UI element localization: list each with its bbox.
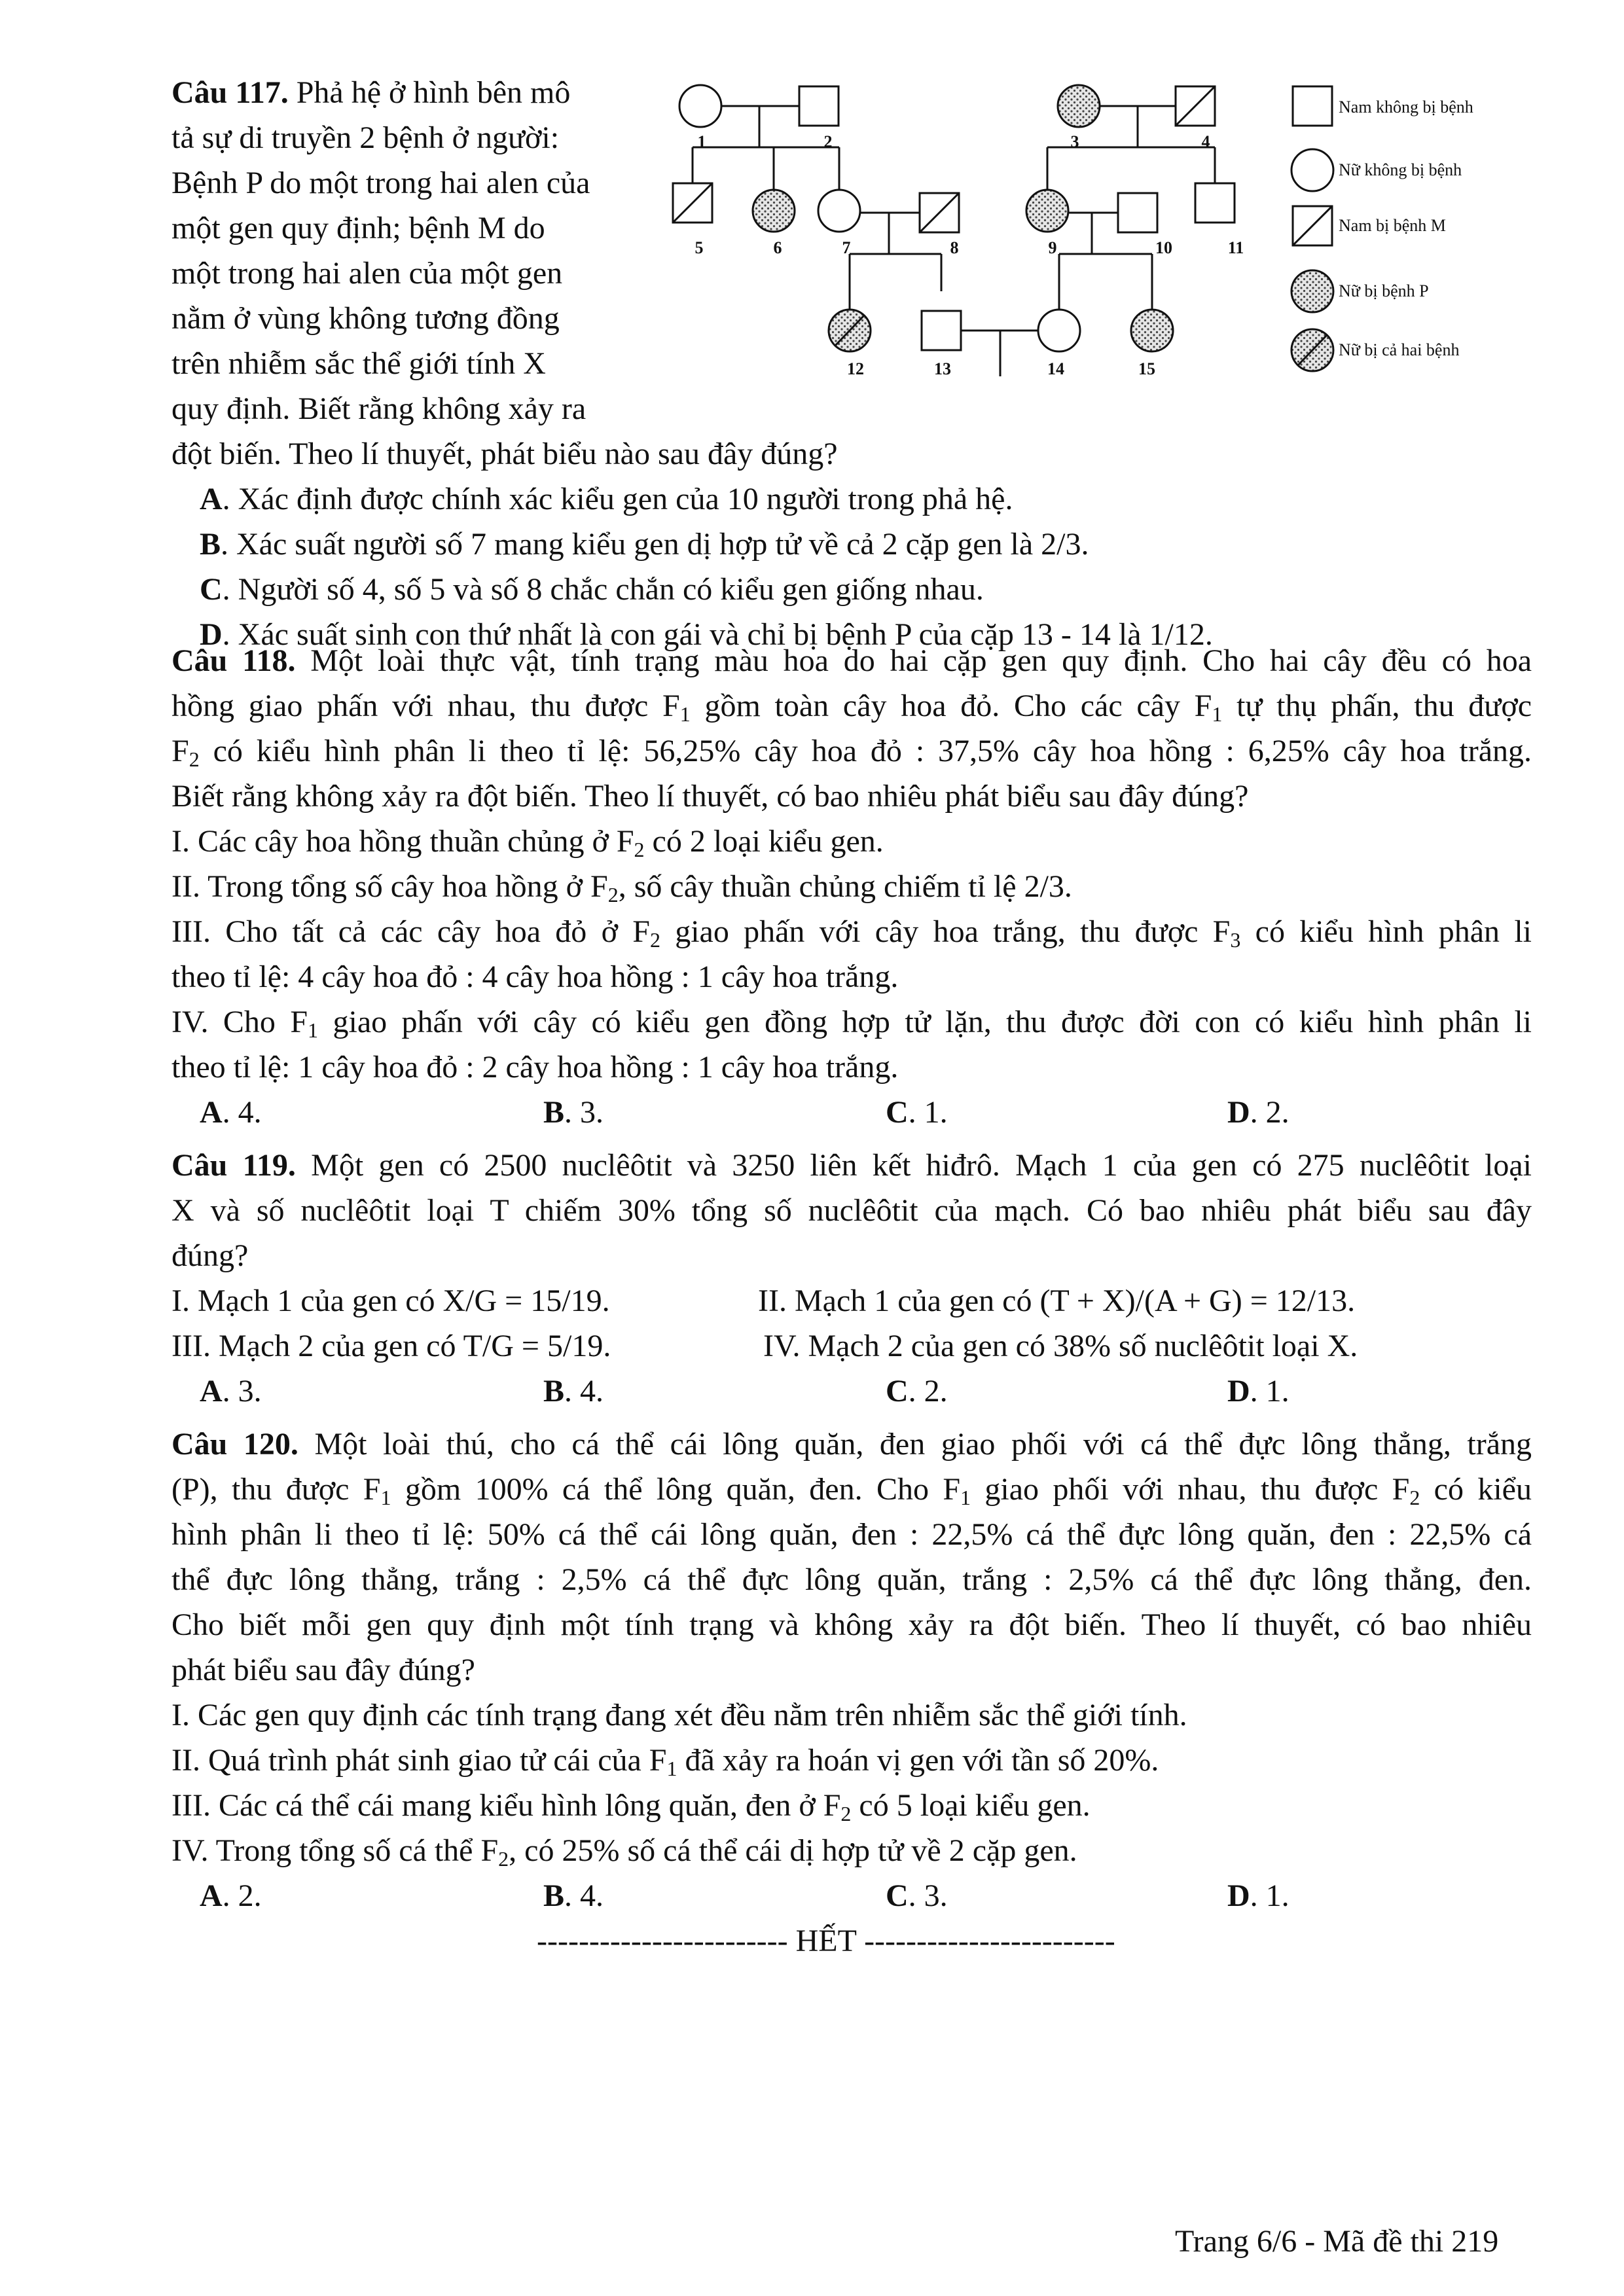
q118-statement-2: II. Trong tổng số cây hoa hồng ở $F_2$, số cây thuần chủng chiếm tỉ lệ 2/3. bbox=[171, 869, 1072, 906]
q119-statement-3: III. Mạch 2 của gen có T/G = 5/19. bbox=[171, 1329, 611, 1363]
q119-option-d[interactable]: D. 1. bbox=[1227, 1374, 1290, 1408]
legend-healthy-male: Nam không bị bệnh bbox=[1339, 98, 1473, 117]
q118-option-a[interactable]: A. 4. bbox=[200, 1095, 262, 1130]
legend-female-disease-p: Nữ bị bệnh P bbox=[1339, 281, 1429, 300]
q120-line-2: (P), thu được $F_1$ gồm 100% cá thể lông quăn, đen. Cho $F_1$ giao phối với nhau, thu được $F_2$ có kiểu bbox=[171, 1472, 1532, 1509]
q117-line-4: một gen quy định; bệnh M do bbox=[171, 211, 545, 245]
q119-statement-4: IV. Mạch 2 của gen có 38% số nuclêôtit loại X. bbox=[763, 1329, 1358, 1363]
q117-line-8: quy định. Biết rằng không xảy ra bbox=[171, 391, 586, 426]
q119-label: Câu 119. bbox=[171, 1148, 296, 1183]
q117-line-3: Bệnh P do một trong hai alen của bbox=[171, 166, 590, 200]
q120-statement-1: I. Các gen quy định các tính trạng đang xét đều nằm trên nhiễm sắc thể giới tính. bbox=[171, 1698, 1187, 1732]
q118-statement-3-cont: theo tỉ lệ: 4 cây hoa đỏ : 4 cây hoa hồng : 1 cây hoa trắng. bbox=[171, 960, 899, 994]
q118-statement-1: I. Các cây hoa hồng thuần chủng ở $F_2$ có 2 loại kiểu gen. bbox=[171, 824, 884, 861]
q118-label: Câu 118. bbox=[171, 643, 296, 678]
pedigree-number-3: 3 bbox=[1070, 132, 1079, 151]
q119-option-a[interactable]: A. 3. bbox=[200, 1374, 262, 1408]
pedigree-number-7: 7 bbox=[842, 238, 851, 257]
q119-option-b[interactable]: B. 4. bbox=[543, 1374, 604, 1408]
q117-option-c[interactable]: C. Người số 4, số 5 và số 8 chắc chắn có kiểu gen giống nhau. bbox=[200, 572, 984, 607]
end-marker: ------------------------ HẾT ------------------------ bbox=[537, 1924, 1115, 1958]
q118-line-3: $F_2$ có kiểu hình phân li theo tỉ lệ: 56,25% cây hoa đỏ : 37,5% cây hoa hồng : 6,25% cây hoa trắng. bbox=[171, 734, 1532, 771]
q120-label: Câu 120. bbox=[171, 1427, 298, 1462]
q119-line-2: X và số nuclêôtit loại T chiếm 30% tổng số nuclêôtit của mạch. Có bao nhiêu phát biểu sau đây bbox=[171, 1193, 1532, 1228]
q118-statement-4: IV. Cho $F_1$ giao phấn với cây có kiểu gen đồng hợp tử lặn, thu được đời con có kiểu hình phân li bbox=[171, 1005, 1532, 1042]
q120-option-d[interactable]: D. 1. bbox=[1227, 1878, 1290, 1913]
pedigree-number-10: 10 bbox=[1155, 238, 1172, 257]
legend-male-disease-m: Nam bị bệnh M bbox=[1339, 216, 1446, 235]
q117-line-6: nằm ở vùng không tương đồng bbox=[171, 301, 560, 336]
q117-option-d[interactable]: D. Xác suất sinh con thứ nhất là con gái và chỉ bị bệnh P của cặp 13 - 14 là 1/12. bbox=[200, 617, 1213, 652]
q120-line-1: Câu 120. Một loài thú, cho cá thể cái lông quăn, đen giao phối với cá thể đực lông thẳng, trắng bbox=[171, 1427, 1532, 1462]
q120-option-a[interactable]: A. 2. bbox=[200, 1878, 262, 1913]
pedigree-diagram bbox=[655, 65, 1545, 406]
q117-label: Câu 117. bbox=[171, 75, 289, 110]
pedigree-number-12: 12 bbox=[847, 359, 864, 378]
legend-female-both-diseases: Nữ bị cả hai bệnh bbox=[1339, 340, 1460, 359]
pedigree-number-1: 1 bbox=[697, 132, 706, 151]
q118-statement-4-cont: theo tỉ lệ: 1 cây hoa đỏ : 2 cây hoa hồng : 1 cây hoa trắng. bbox=[171, 1050, 899, 1085]
q118-option-c[interactable]: C. 1. bbox=[886, 1095, 948, 1130]
q119-statement-1: I. Mạch 1 của gen có X/G = 15/19. bbox=[171, 1283, 610, 1318]
q117-line-2: tả sự di truyền 2 bệnh ở người: bbox=[171, 120, 560, 155]
q117-option-b[interactable]: B. Xác suất người số 7 mang kiểu gen dị hợp tử về cả 2 cặp gen là 2/3. bbox=[200, 527, 1089, 562]
pedigree-number-14: 14 bbox=[1047, 359, 1064, 378]
q120-statement-4: IV. Trong tổng số cá thể $F_2$, có 25% số cá thể cái dị hợp tử về 2 cặp gen. bbox=[171, 1833, 1077, 1871]
q118-option-b[interactable]: B. 3. bbox=[543, 1095, 604, 1130]
legend-healthy-female: Nữ không bị bệnh bbox=[1339, 160, 1462, 179]
pedigree-number-4: 4 bbox=[1201, 132, 1210, 151]
page-footer: Trang 6/6 - Mã đề thi 219 bbox=[1175, 2224, 1499, 2259]
q117-question-end: đột biến. Theo lí thuyết, phát biểu nào sau đây đúng? bbox=[171, 437, 838, 471]
q119-line-3: đúng? bbox=[171, 1238, 249, 1273]
q120-line-5: Cho biết mỗi gen quy định một tính trạng và không xảy ra đột biến. Theo lí thuyết, có bao nhiêu bbox=[171, 1607, 1532, 1642]
q118-statement-3: III. Cho tất cả các cây hoa đỏ ở $F_2$ giao phấn với cây hoa trắng, thu được $F_3$ có kiểu hình phân li bbox=[171, 914, 1532, 952]
pedigree-number-9: 9 bbox=[1048, 238, 1057, 257]
q118-line-1: Câu 118. Một loài thực vật, tính trạng màu hoa do hai cặp gen quy định. Cho hai cây đều có hoa bbox=[171, 643, 1532, 678]
q120-option-b[interactable]: B. 4. bbox=[543, 1878, 604, 1913]
pedigree-number-5: 5 bbox=[695, 238, 704, 257]
q117-line-7: trên nhiễm sắc thể giới tính X bbox=[171, 346, 546, 381]
pedigree-number-6: 6 bbox=[773, 238, 782, 257]
q120-statement-3: III. Các cá thể cái mang kiểu hình lông quăn, đen ở $F_2$ có 5 loại kiểu gen. bbox=[171, 1788, 1091, 1825]
pedigree-number-2: 2 bbox=[823, 132, 833, 151]
pedigree-number-8: 8 bbox=[950, 238, 959, 257]
q118-line-4: Biết rằng không xảy ra đột biến. Theo lí thuyết, có bao nhiêu phát biểu sau đây đúng? bbox=[171, 779, 1249, 814]
pedigree-number-15: 15 bbox=[1138, 359, 1155, 378]
q120-line-3: hình phân li theo tỉ lệ: 50% cá thể cái lông quăn, đen : 22,5% cá thể đực lông quăn, đen : 22,5% cá bbox=[171, 1517, 1532, 1552]
q118-line-2: hồng giao phấn với nhau, thu được $F_1$ gồm toàn cây hoa đỏ. Cho các cây $F_1$ tự thụ phấn, thu được bbox=[171, 689, 1532, 726]
pedigree-number-11: 11 bbox=[1227, 238, 1244, 257]
q119-statement-2: II. Mạch 1 của gen có (T + X)/(A + G) = 12/13. bbox=[758, 1283, 1356, 1318]
q120-line-6: phát biểu sau đây đúng? bbox=[171, 1653, 475, 1687]
q120-statement-2: II. Quá trình phát sinh giao tử cái của $F_1$ đã xảy ra hoán vị gen với tần số 20%. bbox=[171, 1743, 1159, 1780]
pedigree-number-13: 13 bbox=[934, 359, 951, 378]
q117-line-1: Câu 117. Phả hệ ở hình bên mô bbox=[171, 75, 571, 110]
q120-option-c[interactable]: C. 3. bbox=[886, 1878, 948, 1913]
q118-option-d[interactable]: D. 2. bbox=[1227, 1095, 1290, 1130]
q117-option-a[interactable]: A. Xác định được chính xác kiểu gen của 10 người trong phả hệ. bbox=[200, 482, 1013, 516]
q119-line-1: Câu 119. Một gen có 2500 nuclêôtit và 3250 liên kết hiđrô. Mạch 1 của gen có 275 nuclêôtit loại bbox=[171, 1148, 1532, 1183]
q120-line-4: thể đực lông thẳng, trắng : 2,5% cá thể đực lông quăn, trắng : 2,5% cá thể đực lông thẳng, đen. bbox=[171, 1562, 1532, 1597]
q117-line-5: một trong hai alen của một gen bbox=[171, 256, 563, 291]
q119-option-c[interactable]: C. 2. bbox=[886, 1374, 948, 1408]
